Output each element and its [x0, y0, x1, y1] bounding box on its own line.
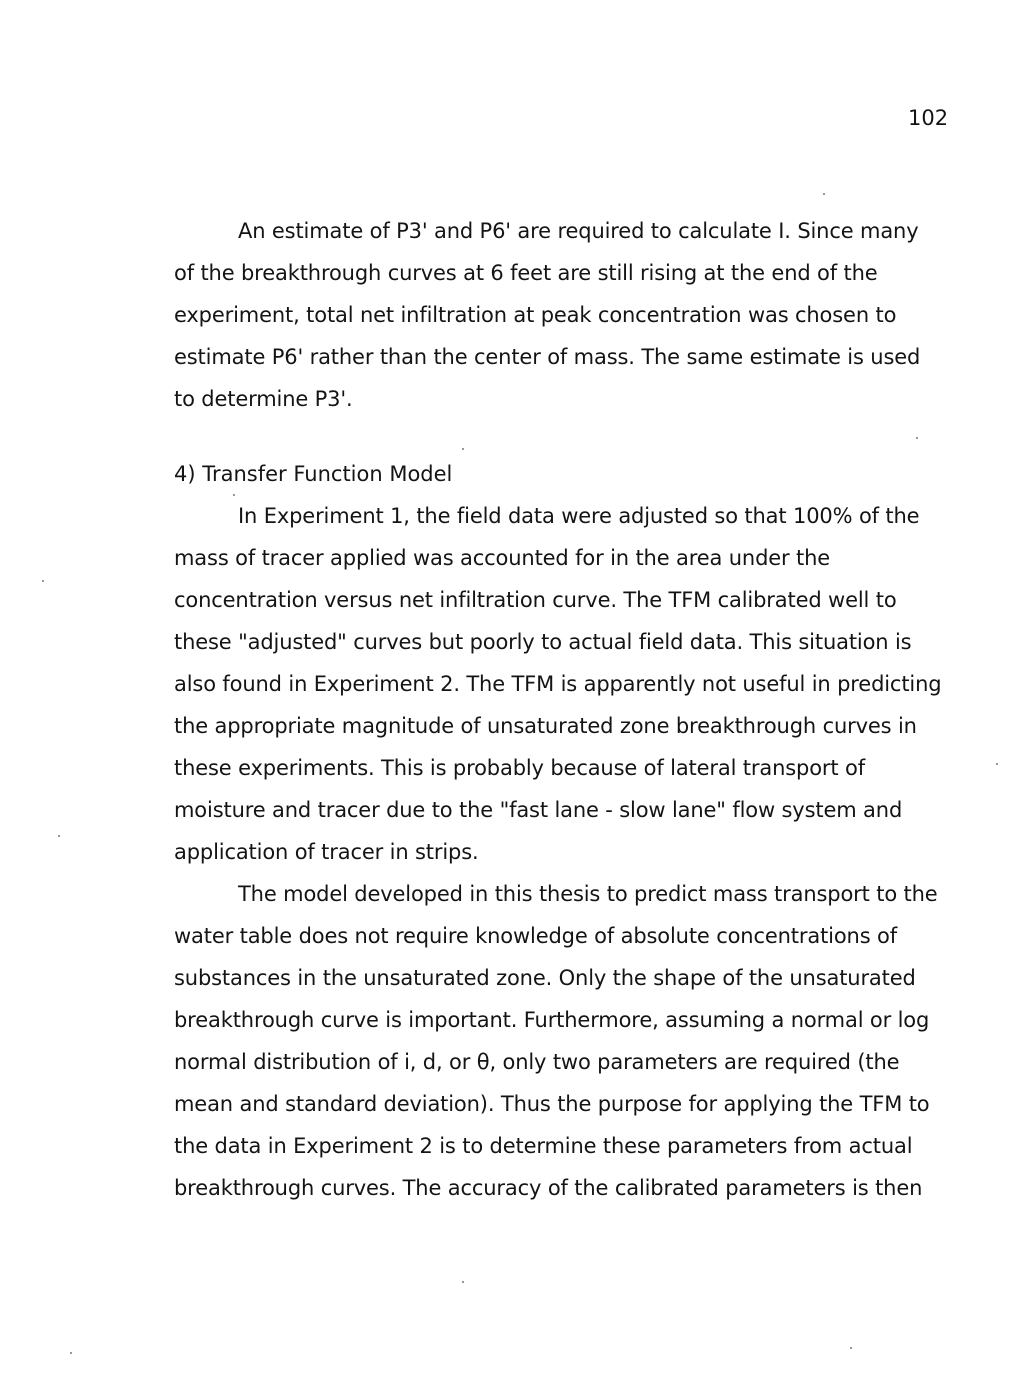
text-line: breakthrough curves. The accuracy of the calibrated parameters is then [174, 1176, 923, 1200]
text-line: concentration versus net infiltration curve. The TFM calibrated well to [174, 588, 897, 612]
scan-speck [462, 1281, 464, 1283]
scan-speck [916, 437, 918, 439]
text-line: estimate P6' rather than the center of mass. The same estimate is used [174, 345, 921, 369]
section-heading: 4) Transfer Function Model [174, 462, 453, 486]
scan-speck [70, 1352, 72, 1354]
scan-speck [850, 1347, 852, 1349]
text-line: experiment, total net infiltration at peak concentration was chosen to [174, 303, 897, 327]
scan-speck [996, 763, 998, 765]
text-line: In Experiment 1, the field data were adjusted so that 100% of the [238, 504, 920, 528]
scan-speck [58, 835, 60, 837]
text-line: An estimate of P3' and P6' are required to calculate I. Since many [238, 219, 919, 243]
scan-speck [233, 494, 235, 496]
text-line: substances in the unsaturated zone. Only the shape of the unsaturated [174, 966, 916, 990]
text-line: of the breakthrough curves at 6 feet are still rising at the end of the [174, 261, 878, 285]
text-line: mass of tracer applied was accounted for in the area under the [174, 546, 831, 570]
text-line: breakthrough curve is important. Furthermore, assuming a normal or log [174, 1008, 930, 1032]
text-line: application of tracer in strips. [174, 840, 479, 864]
text-line: the data in Experiment 2 is to determine these parameters from actual [174, 1134, 913, 1158]
text-line: water table does not require knowledge of absolute concentrations of [174, 924, 897, 948]
text-line: to determine P3'. [174, 387, 353, 411]
page-number: 102 [908, 106, 949, 130]
text-line: also found in Experiment 2. The TFM is apparently not useful in predicting [174, 672, 942, 696]
text-line: these "adjusted" curves but poorly to actual field data. This situation is [174, 630, 912, 654]
text-line: moisture and tracer due to the "fast lane - slow lane" flow system and [174, 798, 903, 822]
text-line: normal distribution of i, d, or θ, only two parameters are required (the [174, 1050, 900, 1074]
scan-speck [462, 448, 464, 450]
scan-speck [823, 193, 825, 195]
text-line: The model developed in this thesis to predict mass transport to the [238, 882, 938, 906]
text-line: mean and standard deviation). Thus the purpose for applying the TFM to [174, 1092, 930, 1116]
scan-speck [42, 580, 44, 582]
text-line: the appropriate magnitude of unsaturated zone breakthrough curves in [174, 714, 917, 738]
text-line: these experiments. This is probably because of lateral transport of [174, 756, 865, 780]
